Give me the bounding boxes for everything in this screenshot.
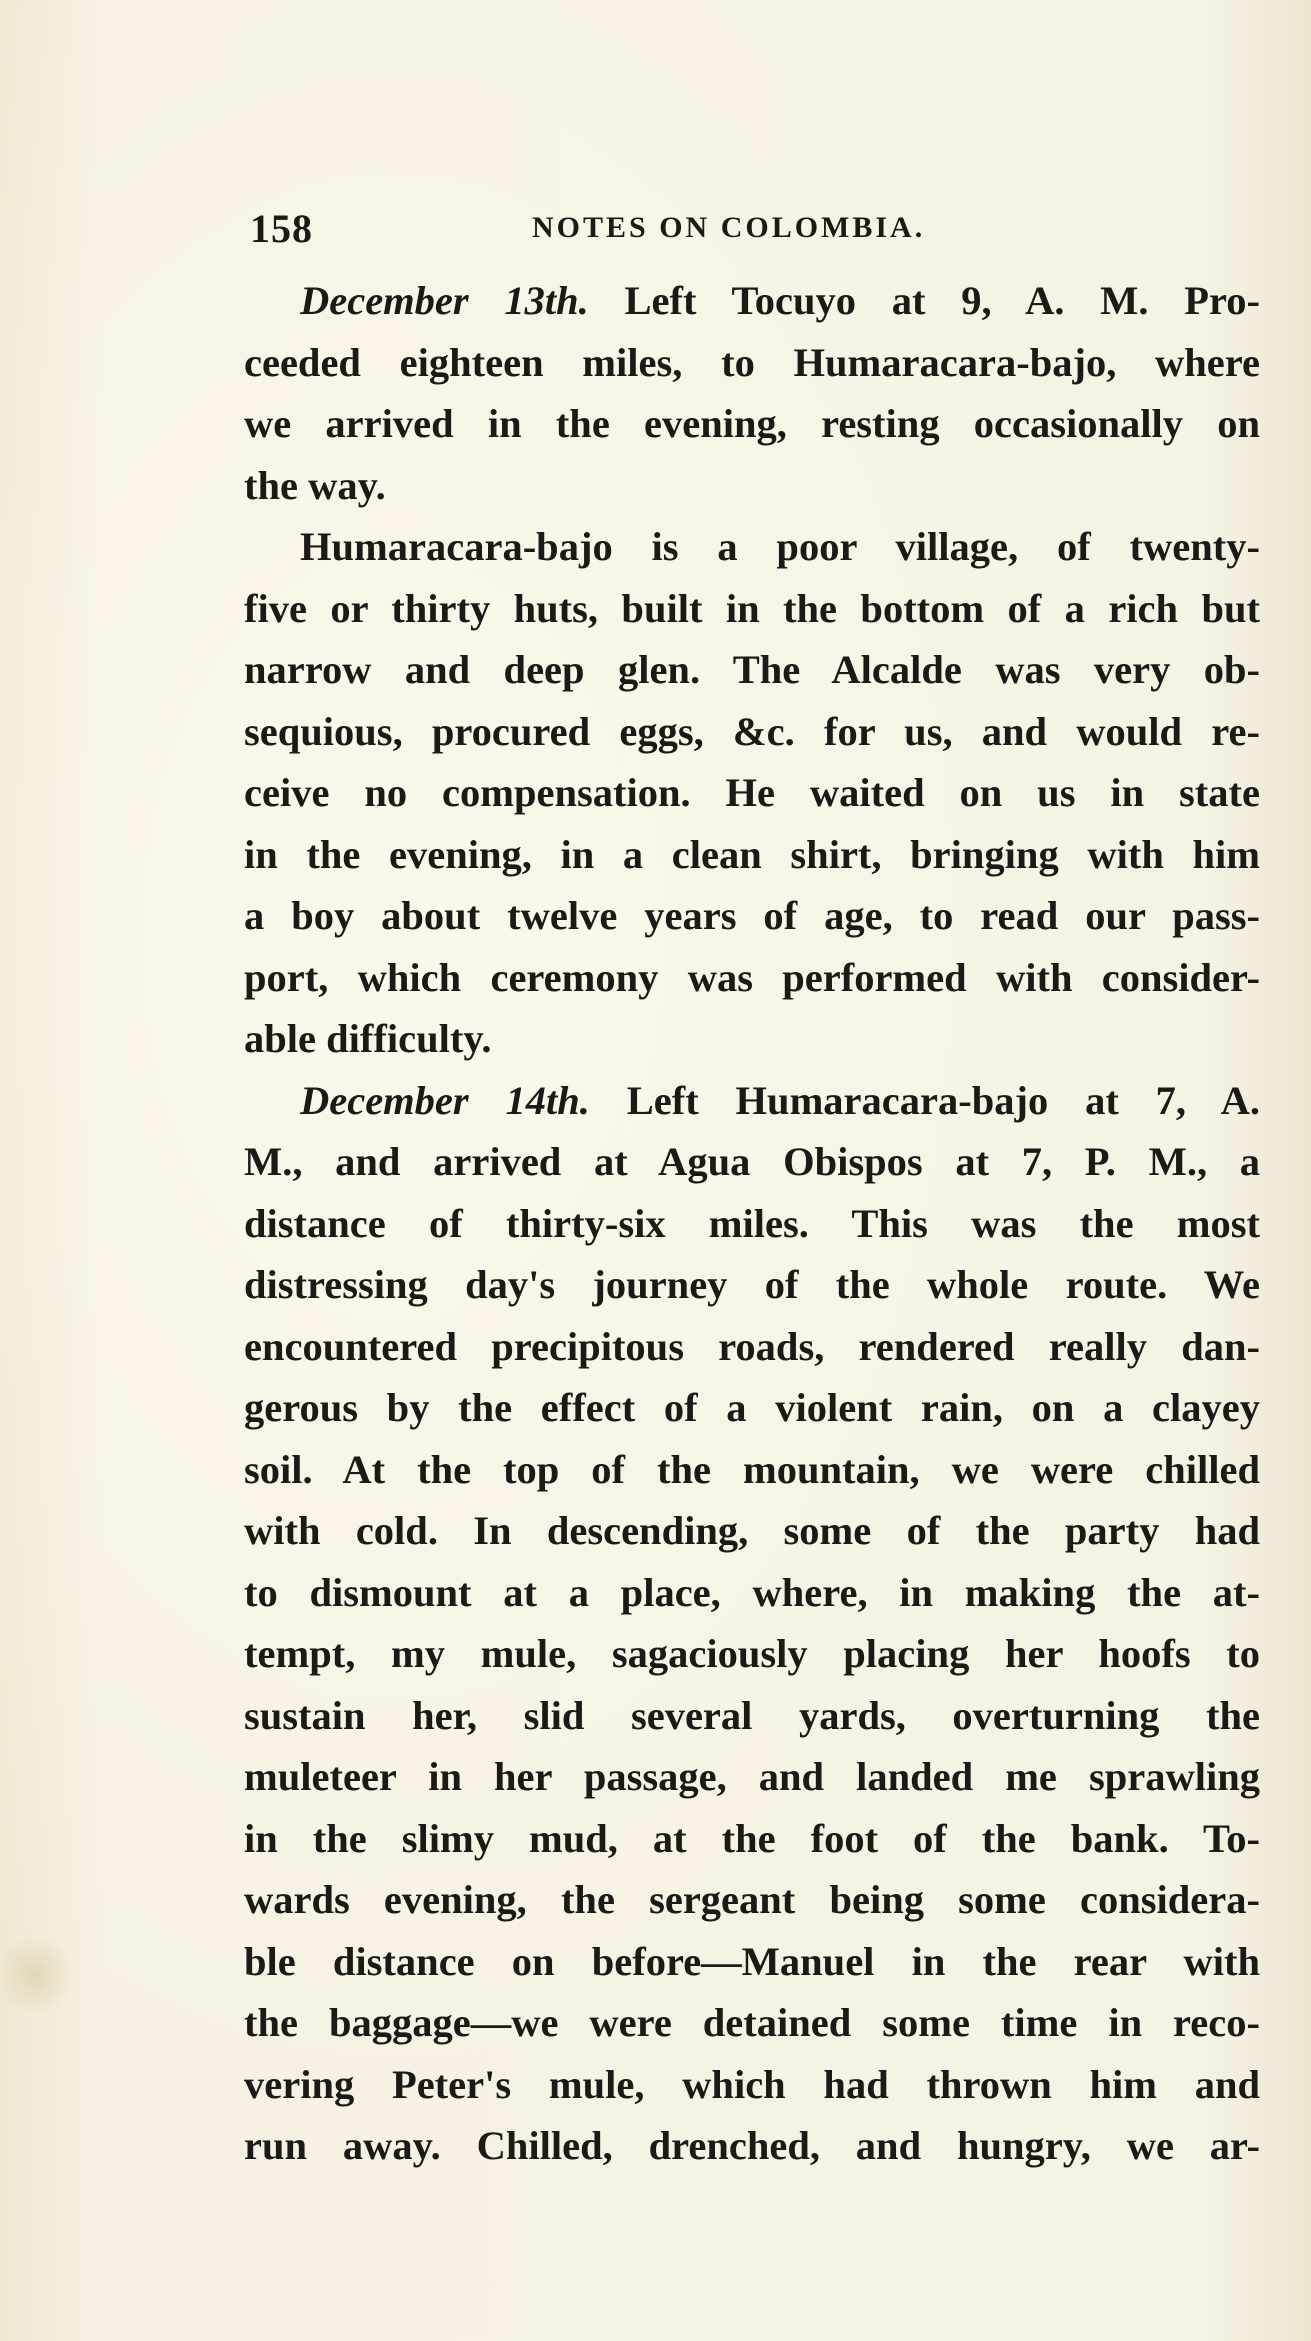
page-header [250, 205, 980, 265]
page-number: 158 [250, 206, 313, 251]
text-line: muleteer in her passage, and landed me sprawling [244, 1754, 1260, 1799]
text-line: run away. Chilled, drenched, and hungry, we ar- [244, 2123, 1260, 2168]
text-line: vering Peter's mule, which had thrown him and [244, 2061, 1260, 2107]
text-line: ceeded eighteen miles, to Humaracara-bajo, where [244, 339, 1260, 385]
text-line: the way. [244, 462, 386, 508]
text-line: we arrived in the evening, resting occasionally on [244, 401, 1260, 446]
entry-date: December 13th. [300, 278, 589, 323]
text-line: Humaracara-bajo is a poor village, of twenty- [300, 524, 1260, 569]
text-line: the baggage—we were detained some time in reco- [244, 2000, 1260, 2045]
text-line: to dismount at a place, where, in making the at- [244, 1569, 1260, 1615]
text-line: ble distance on before—Manuel in the rear with [244, 1938, 1260, 1984]
text-line: gerous by the effect of a violent rain, on a clayey [244, 1385, 1260, 1430]
entry-date: December 14th. [300, 1077, 590, 1123]
running-head: NOTES ON COLOMBIA. [532, 211, 926, 244]
text-line: in the evening, in a clean shirt, bringing with him [244, 831, 1260, 877]
text-line: wards evening, the sergeant being some considera- [244, 1877, 1260, 1922]
text-line [244, 1070, 1260, 1132]
text-segment: Left Humaracara-bajo at 7, A. [589, 1077, 1260, 1123]
text-line: with cold. In descending, some of the party had [244, 1508, 1260, 1553]
paragraph [244, 1070, 1260, 2177]
text-line: able difficulty. [244, 1016, 492, 1061]
body-text [244, 270, 1260, 2177]
text-line: distressing day's journey of the whole route. We [244, 1262, 1260, 1307]
text-line: five or thirty huts, built in the bottom of a rich but [244, 585, 1260, 631]
text-line: sequious, procured eggs, &c. for us, and would re- [244, 708, 1260, 754]
paragraph [244, 516, 1260, 1070]
text-line: distance of thirty-six miles. This was the most [244, 1200, 1260, 1246]
text-line [244, 270, 1260, 332]
text-line: in the slimy mud, at the foot of the bank. To- [244, 1815, 1260, 1861]
text-line: sustain her, slid several yards, overturning the [244, 1692, 1260, 1738]
text-line: port, which ceremony was performed with consider- [244, 954, 1260, 1000]
text-line: tempt, my mule, sagaciously placing her hoofs to [244, 1631, 1260, 1676]
text-line: encountered precipitous roads, rendered really dan- [244, 1323, 1260, 1369]
text-line: soil. At the top of the mountain, we were chilled [244, 1446, 1260, 1492]
text-line: ceive no compensation. He waited on us in state [244, 770, 1260, 815]
text-segment: Left Tocuyo at 9, A. M. Pro- [588, 278, 1260, 323]
text-line: M., and arrived at Agua Obispos at 7, P. M., a [244, 1139, 1260, 1184]
paragraph [244, 270, 1260, 516]
text-line: narrow and deep glen. The Alcalde was very ob- [244, 647, 1260, 692]
paper-stain [0, 1930, 70, 2020]
text-line: a boy about twelve years of age, to read our pass- [244, 893, 1260, 938]
